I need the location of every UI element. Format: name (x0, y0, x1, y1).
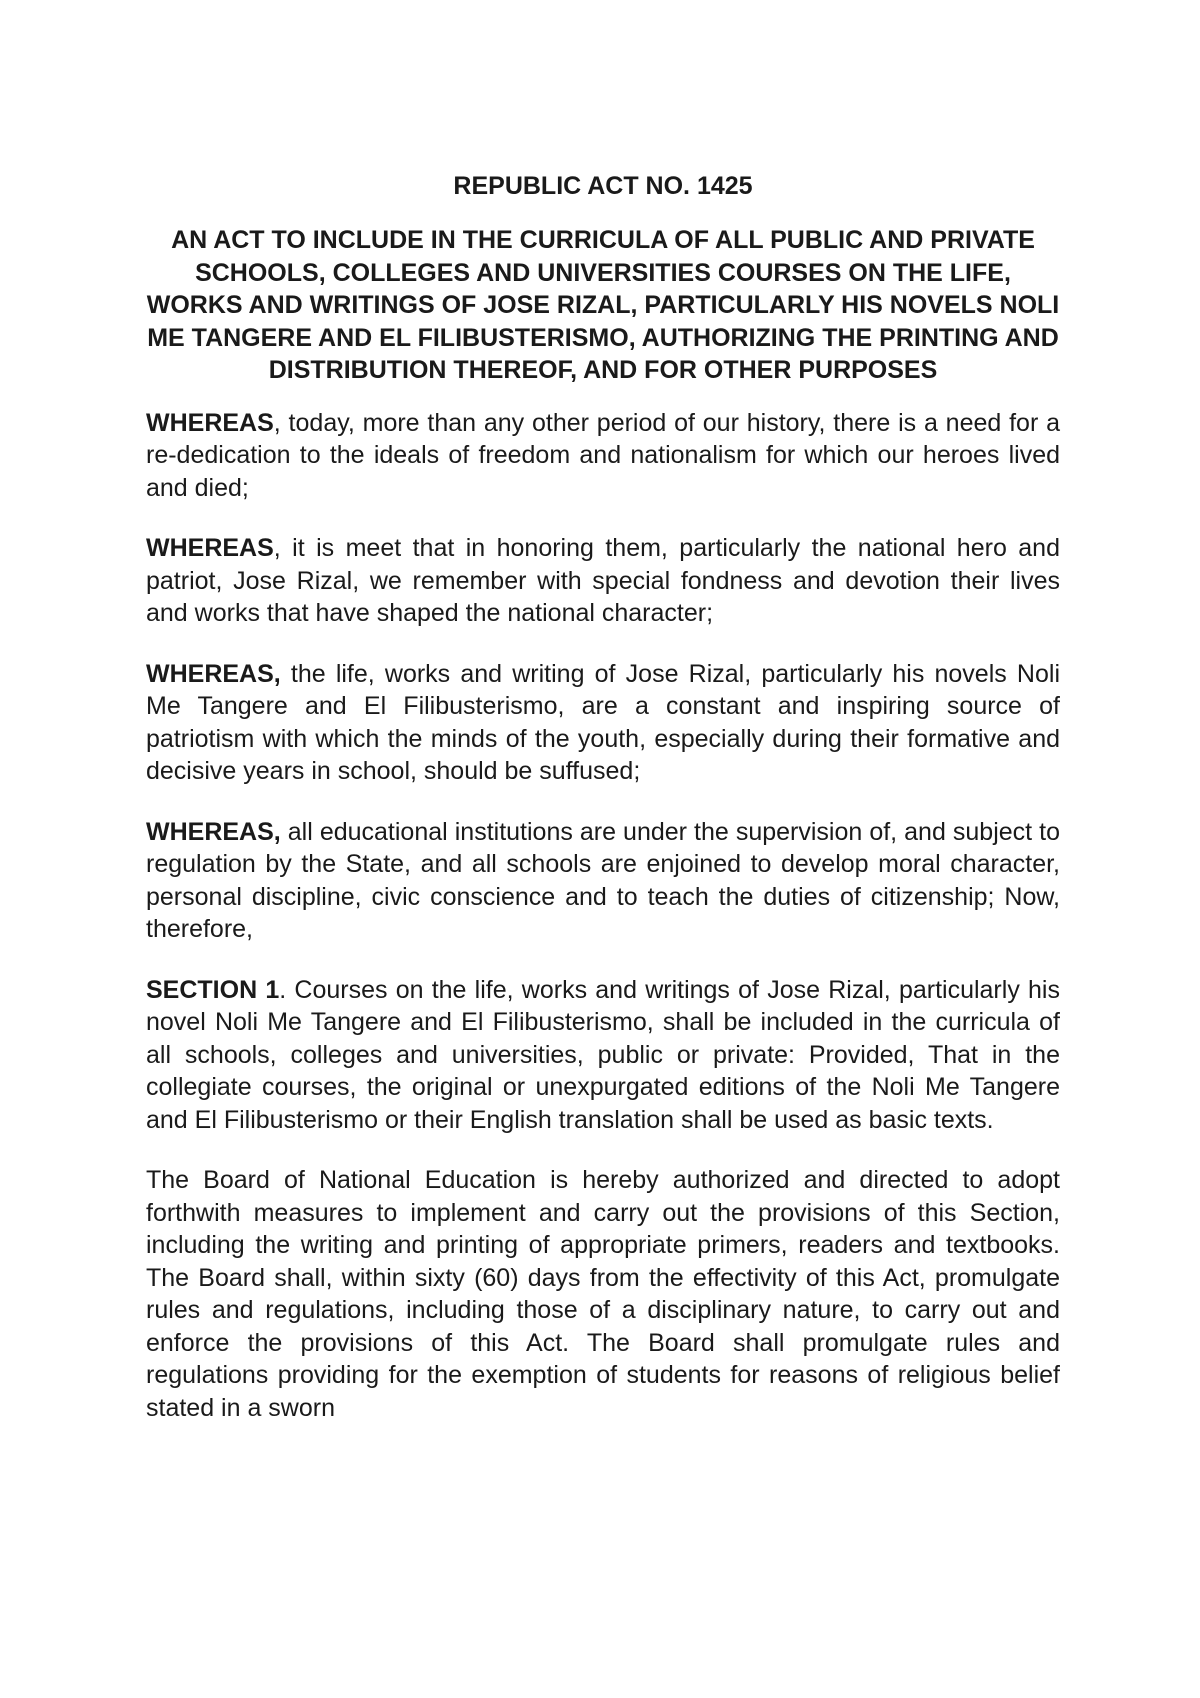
paragraph-text: all educational institutions are under the supervision of, and subject to regulation by the State, and all schools are enjoined to develop moral character, personal discipline, civic conscience and to teach the duties of citizenship; Now, therefore, (146, 817, 1060, 943)
paragraph-text: , today, more than any other period of our history, there is a need for a re-dedication to the ideals of freedom and nationalism for which our heroes lived and died; (146, 408, 1060, 502)
section-1-paragraph (146, 974, 1060, 1137)
paragraph-text: . Courses on the life, works and writings of Jose Rizal, particularly his novel Noli Me Tangere and El Filibusterismo, shall be included in the curricula of all schools, colleges and universities, public or private: Provided, That in the collegiate courses, the original or unexpurgated editions of the Noli Me Tangere and El Filibusterismo or their English translation shall be used as basic texts. (146, 975, 1060, 1134)
paragraph-lead: WHEREAS, (146, 817, 281, 846)
whereas-paragraph-1 (146, 407, 1060, 505)
whereas-paragraph-2 (146, 532, 1060, 630)
act-subtitle: AN ACT TO INCLUDE IN THE CURRICULA OF ALL PUBLIC AND PRIVATE SCHOOLS, COLLEGES AND UNIVERSITIES COURSES ON THE LIFE, WORKS AND WRITINGS OF JOSE RIZAL, PARTICULARLY HIS NOVELS NOLI ME TANGERE AND EL FILIBUSTERISMO, AUTHORIZING THE PRINTING AND DISTRIBUTION THEREOF, AND FOR OTHER PURPOSES (146, 226, 1060, 384)
paragraph-text: , it is meet that in honoring them, particularly the national hero and patriot, Jose Rizal, we remember with special fondness and devotion their lives and works that have shaped the national character; (146, 534, 1060, 627)
paragraph-lead: WHEREAS (146, 534, 274, 562)
paragraph-lead: WHEREAS (146, 408, 274, 437)
act-title: REPUBLIC ACT NO. 1425 (453, 172, 753, 200)
document-page (146, 170, 1060, 1452)
board-paragraph (146, 1164, 1060, 1424)
paragraph-text: The Board of National Education is hereby authorized and directed to adopt forthwith measures to implement and carry out the provisions of this Section, including the writing and printing of appropriate primers, readers and textbooks. The Board shall, within sixty (60) days from the effectivity of this Act, promulgate rules and regulations, including those of a disciplinary nature, to carry out and enforce the provisions of this Act. The Board shall promulgate rules and regulations providing for the exemption of students for reasons of religious belief stated in a sworn (146, 1166, 1060, 1422)
paragraph-text: the life, works and writing of Jose Rizal, particularly his novels Noli Me Tangere and El Filibusterismo, are a constant and inspiring source of patriotism with which the minds of the youth, especially during their formative and decisive years in school, should be suffused; (146, 659, 1060, 785)
paragraph-lead: SECTION 1 (146, 975, 280, 1004)
whereas-paragraph-3 (146, 658, 1060, 788)
paragraph-lead: WHEREAS, (146, 659, 281, 688)
whereas-paragraph-4 (146, 816, 1060, 946)
